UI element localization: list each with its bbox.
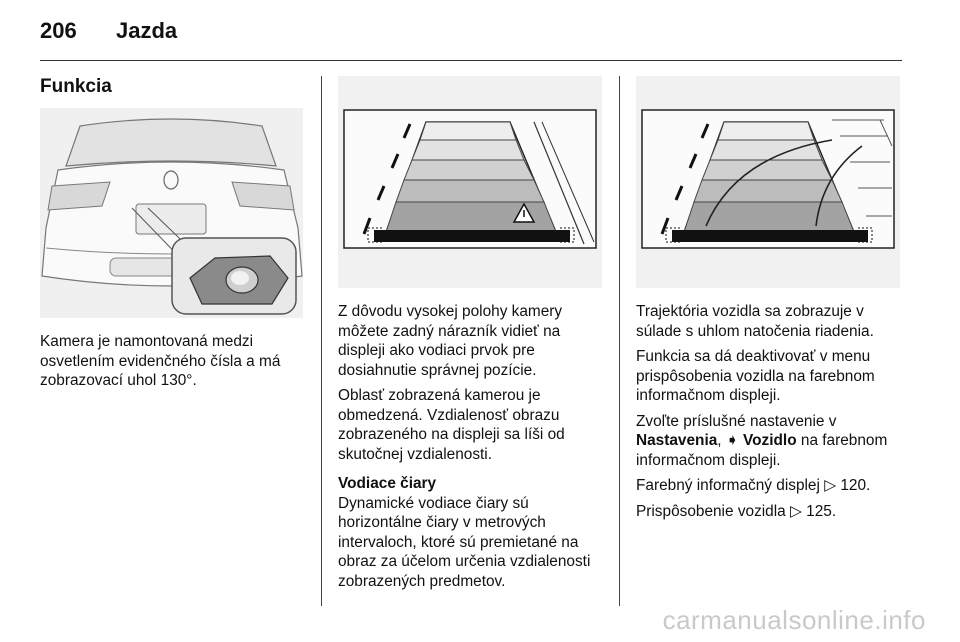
- arrow-right-icon: ➧: [725, 432, 739, 449]
- page-ref-link[interactable]: 120.: [840, 477, 871, 494]
- section-title: Funkcia: [40, 76, 112, 97]
- paragraph-vehicle-personalization-ref: [636, 502, 904, 522]
- camera-mount-paragraph: [40, 332, 310, 397]
- paragraph-camera-area: Oblasť zobrazená kamerou je obmedzená. Vzdialenosť obrazu zobrazeného na displeji sa líši od skutočnej vzdialenosti.: [338, 387, 565, 463]
- vehicle-menu-link[interactable]: Vozidlo: [743, 432, 797, 449]
- header-divider: [40, 60, 902, 61]
- watermark: carmanualsonline.info: [662, 605, 926, 635]
- column-3-text: [636, 302, 904, 527]
- paragraph-text: Kamera je namontovaná medzi osvetlením evidenčného čísla a má zobrazovací uhol 130°.: [40, 333, 281, 389]
- car-rear-camera-illustration: [40, 108, 303, 318]
- paragraph-guidelines: Dynamické vodiace čiary sú horizontálne čiary v metrových intervaloch, ktoré sú premietané na obraz za účelom určenia vzdialenosti zobrazených predmetov.: [338, 494, 591, 590]
- paragraph-color-display-ref: [636, 476, 904, 496]
- paragraph-settings: [636, 412, 904, 471]
- ref-label: Farebný informačný displej: [636, 477, 820, 494]
- parking-guidelines-display-illustration: [338, 76, 602, 288]
- settings-intro-text: Zvoľte príslušné nastavenie v: [636, 412, 837, 430]
- page-ref-link[interactable]: 125.: [806, 502, 837, 520]
- paragraph-trajectory: Trajektória vozidla sa zobrazuje v súlade s uhlom natočenia riadenia.: [636, 303, 874, 340]
- column-divider: [619, 76, 620, 606]
- trajectory-display-illustration: [636, 76, 900, 288]
- paragraph-deactivate: Funkcia sa dá deaktivovať v menu prispôsobenia vozidla na farebnom informačnom displeji.: [636, 348, 875, 404]
- column-2-text: [338, 302, 606, 597]
- paragraph-bumper: Z dôvodu vysokej polohy kamery môžete zadný nárazník vidieť na displeji ako vodiaci prvok pre dosiahnutie správnej pozície.: [338, 303, 563, 379]
- ref-label: Prispôsobenie vozidla: [636, 502, 786, 520]
- chapter-title: Jazda: [116, 18, 178, 43]
- settings-outro-text: na farebnom informačnom displeji.: [636, 432, 888, 469]
- page-number: 206: [40, 18, 77, 43]
- column-divider: [321, 76, 322, 606]
- settings-menu-link[interactable]: Nastavenia: [636, 432, 718, 449]
- settings-separator: ,: [717, 432, 726, 449]
- subheading-guidelines: Vodiace čiary: [338, 475, 437, 492]
- page-ref-icon: ▷: [824, 477, 837, 494]
- page-ref-icon: ▷: [790, 502, 802, 520]
